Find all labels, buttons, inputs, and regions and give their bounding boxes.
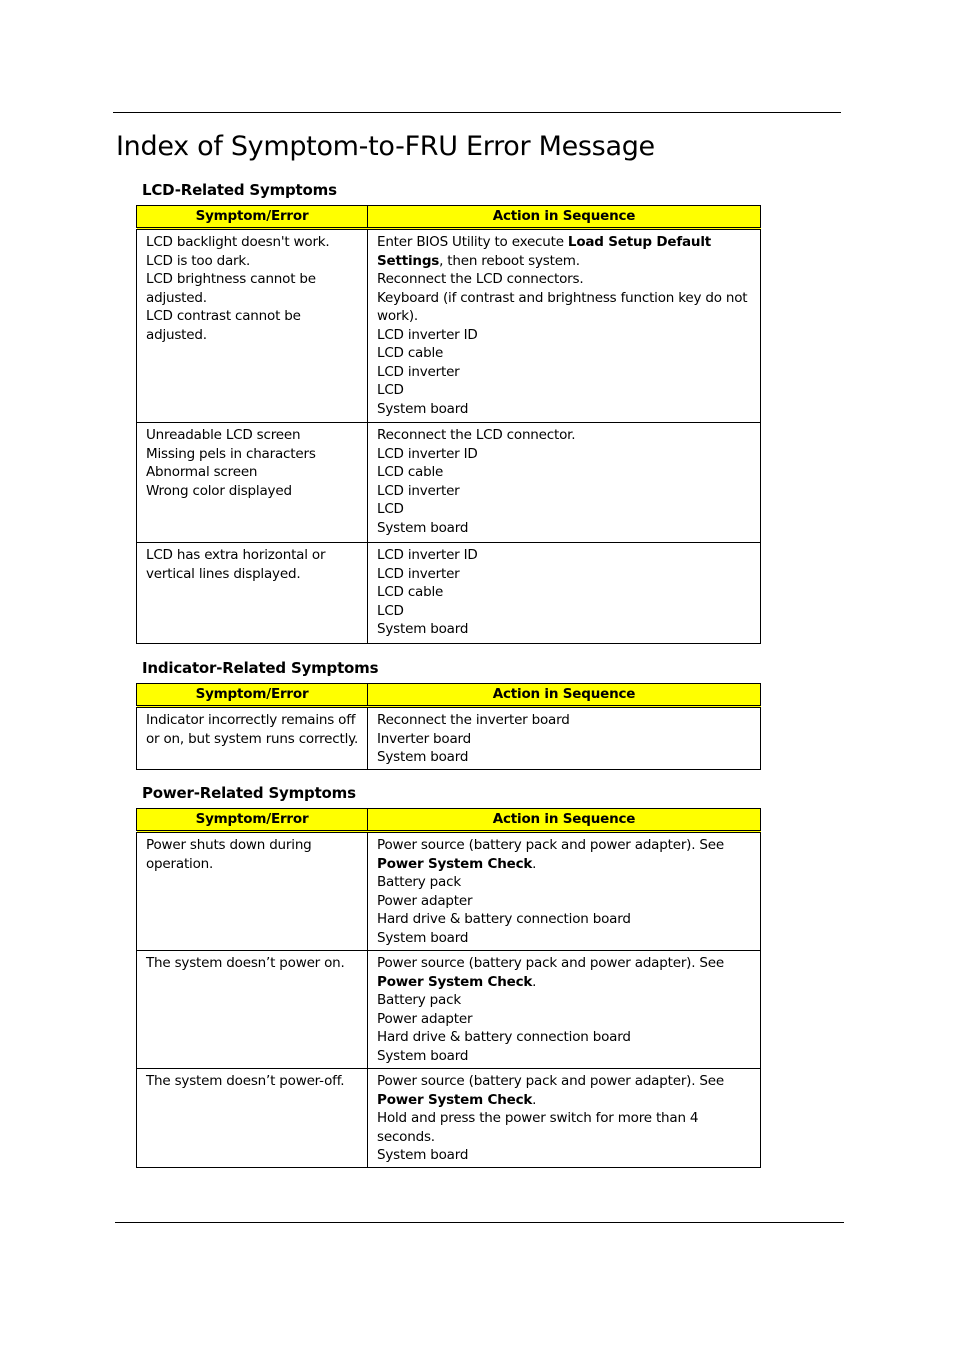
symptom-text: LCD contrast cannot be adjusted. [146,308,301,343]
symptom-cell [137,951,368,1069]
column-header-symptom: Symptom/Error [137,684,368,707]
header-rule [113,112,841,113]
action-text: Power source (battery pack and power adapter). See [377,837,725,853]
action-text: System board [377,519,469,536]
action-cell [368,707,761,770]
action-cell [368,543,761,644]
action-text: Reconnect the LCD connector. [377,427,576,443]
column-header-symptom: Symptom/Error [137,809,368,832]
action-text: Reconnect the LCD connectors. [377,271,584,287]
symptom-text: Power shuts down during operation. [146,837,312,872]
lcd-symptoms-table [136,205,761,644]
action-text: LCD cable [377,345,444,361]
symptom-cell [137,543,368,644]
action-emphasis: Power System Check [377,973,533,990]
symptom-text: LCD backlight doesn't work. [146,234,330,250]
action-text: System board [377,1047,469,1064]
action-text: System board [377,929,469,946]
action-text: Inverter board [377,730,472,747]
action-text: System board [377,400,469,417]
page-title: Index of Symptom-to-FRU Error Message [116,131,655,162]
symptom-text: LCD has extra horizontal or vertical lines displayed. [146,547,326,582]
symptom-text: LCD is too dark. [146,252,251,269]
symptom-cell [137,423,368,543]
action-step [377,836,752,873]
action-text: Power source (battery pack and power adapter). See [377,1073,725,1089]
action-step [377,482,752,501]
table-row [137,229,761,423]
action-text: LCD inverter ID [377,326,478,343]
table-row [137,1069,761,1168]
action-text: Battery pack [377,874,461,890]
action-text: System board [377,1147,469,1163]
action-step [377,873,752,892]
symptom-text: Abnormal screen [146,464,258,480]
symptom-text: The system doesn’t power-off. [146,1073,345,1089]
action-text: LCD cable [377,464,444,480]
action-step [377,1047,752,1066]
symptom-text: LCD brightness cannot be adjusted. [146,271,316,306]
action-step [377,381,752,400]
action-step [377,426,752,445]
action-text: LCD cable [377,584,444,600]
action-text: LCD inverter ID [377,445,478,462]
symptom-text: Indicator incorrectly remains off or on, but system runs correctly. [146,712,359,747]
action-step [377,344,752,363]
table-row [137,423,761,543]
symptom-cell [137,832,368,951]
action-text: Enter BIOS Utility to execute [377,234,568,250]
action-text: . [532,855,537,872]
action-cell [368,423,761,543]
action-step [377,233,752,270]
action-step [377,1028,752,1047]
action-cell [368,229,761,423]
column-header-action: Action in Sequence [368,809,761,832]
table-row [137,951,761,1069]
action-step [377,892,752,911]
action-step [377,445,752,464]
action-step [377,1010,752,1029]
table-row [137,543,761,644]
symptom-cell [137,707,368,770]
action-step [377,583,752,602]
section-title-power: Power-Related Symptoms [142,784,356,802]
column-header-action: Action in Sequence [368,684,761,707]
action-text: Hard drive & battery connection board [377,911,631,927]
action-step [377,748,752,767]
action-text: LCD inverter ID [377,547,478,563]
table-row [137,832,761,951]
action-text: System board [377,621,469,637]
column-header-symptom: Symptom/Error [137,206,368,229]
action-emphasis: Load Setup Default Settings [377,234,712,269]
action-step [377,1109,752,1146]
action-step [377,289,752,326]
power-symptoms-table [136,808,761,1168]
action-cell [368,1069,761,1168]
column-header-action: Action in Sequence [368,206,761,229]
action-step [377,602,752,621]
footer-rule [115,1222,844,1223]
symptom-text: The system doesn’t power on. [146,955,345,971]
action-step [377,1146,752,1165]
action-step [377,954,752,991]
action-step [377,1072,752,1109]
action-text: . [532,1091,537,1108]
action-text: LCD inverter [377,363,460,380]
symptom-text: Missing pels in characters [146,445,316,462]
symptom-text: Unreadable LCD screen [146,427,301,443]
action-text: Reconnect the inverter board [377,712,570,728]
action-step [377,400,752,419]
action-step [377,991,752,1010]
action-step [377,500,752,519]
action-step [377,363,752,382]
action-emphasis: Power System Check [377,855,533,872]
action-cell [368,832,761,951]
action-emphasis: Power System Check [377,1091,533,1108]
action-text: . [532,973,537,990]
action-text: Hard drive & battery connection board [377,1029,631,1045]
action-text: LCD [377,501,404,517]
action-step [377,326,752,345]
table-row [137,707,761,770]
indicator-symptoms-table [136,683,761,770]
action-text: Power adapter [377,1010,473,1027]
action-step [377,620,752,639]
action-text: Power adapter [377,892,473,909]
action-step [377,929,752,948]
symptom-cell [137,229,368,423]
section-title-lcd: LCD-Related Symptoms [142,181,337,199]
action-text: , then reboot system. [439,252,580,269]
action-text: Keyboard (if contrast and brightness function key do not work). [377,289,748,324]
action-step [377,270,752,289]
action-step [377,565,752,584]
action-text: System board [377,749,469,765]
action-text: LCD [377,382,404,398]
action-step [377,910,752,929]
action-text: Battery pack [377,992,461,1008]
section-title-indicator: Indicator-Related Symptoms [142,659,379,677]
action-text: Hold and press the power switch for more than 4 seconds. [377,1110,699,1145]
action-step [377,519,752,538]
symptom-cell [137,1069,368,1168]
action-step [377,730,752,749]
action-step [377,711,752,730]
action-text: LCD inverter [377,565,460,582]
action-text: LCD inverter [377,482,460,499]
action-cell [368,951,761,1069]
action-text: Power source (battery pack and power adapter). See [377,955,725,971]
action-text: LCD [377,602,404,619]
action-step [377,463,752,482]
symptom-text: Wrong color displayed [146,482,292,499]
action-step [377,546,752,565]
